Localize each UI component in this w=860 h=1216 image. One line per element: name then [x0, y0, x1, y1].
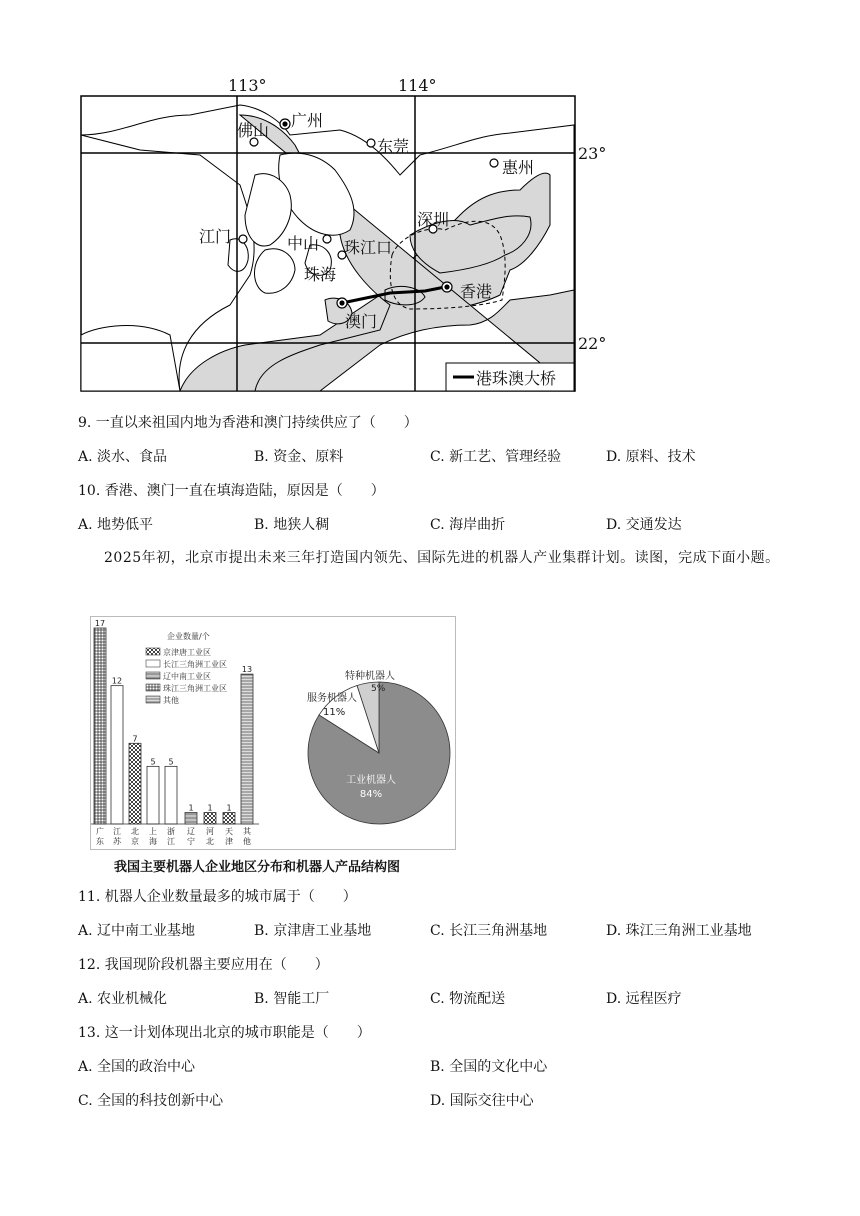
- bar-category-label: 上: [149, 827, 157, 836]
- q11-option-a[interactable]: A. 辽中南工业基地: [78, 923, 196, 939]
- bar-value-label: 12: [111, 676, 123, 686]
- shenzhen-label: 深圳: [417, 210, 450, 229]
- q11-option-c[interactable]: C. 长江三角洲基地: [430, 923, 548, 939]
- q10-option-a[interactable]: A. 地势低平: [78, 517, 154, 533]
- dongguan-marker: [367, 139, 375, 147]
- bar-value-label: 1: [207, 803, 213, 813]
- question-10-stem: 10. 香港、澳门一直在填海造陆，原因是（ ）: [78, 483, 385, 499]
- pie-label-industrial: 工业机器人: [346, 775, 396, 786]
- bar-value-label: 7: [132, 734, 138, 744]
- legend-label: 辽中南工业区: [163, 672, 211, 681]
- zhongshan-label: 中山: [287, 234, 320, 253]
- question-11-stem: 11. 机器人企业数量最多的城市属于（ ）: [78, 889, 357, 905]
- pie-chart: [307, 669, 450, 824]
- q10-option-c[interactable]: C. 海岸曲折: [430, 517, 506, 533]
- q12-option-b[interactable]: B. 智能工厂: [254, 991, 330, 1007]
- zhuhai-label: 珠海: [304, 265, 337, 284]
- bar-value-label: 5: [150, 757, 156, 767]
- bar-value-label: 13: [241, 665, 253, 675]
- bar-category-label: 江: [113, 827, 121, 836]
- lon-114-label: 114°: [398, 76, 437, 95]
- q11-option-b[interactable]: B. 京津唐工业基地: [254, 923, 372, 939]
- pie-pct-service: 11%: [323, 707, 346, 718]
- bar-category-label: 天: [225, 827, 233, 836]
- q12-option-a[interactable]: A. 农业机械化: [78, 991, 168, 1007]
- pearl-river-estuary-label: 珠江口: [344, 238, 393, 257]
- question-12-stem: 12. 我国现阶段机器主要应用在（ ）: [78, 957, 329, 973]
- bar-北京: [129, 743, 141, 824]
- q9-option-c[interactable]: C. 新工艺、管理经验: [430, 449, 562, 465]
- jiangmen-marker: [239, 235, 247, 243]
- q11-option-d[interactable]: D. 珠江三角洲工业基地: [606, 923, 752, 939]
- zhongshan-marker: [323, 235, 331, 243]
- foshan-label: 佛山: [237, 121, 270, 140]
- question-9-stem: 9. 一直以来祖国内地为香港和澳门持续供应了（ ）: [78, 415, 418, 431]
- dongguan-label: 东莞: [377, 137, 410, 156]
- robot-figure: [90, 616, 456, 850]
- pie-label-special: 特种机器人: [345, 671, 395, 682]
- bar-category-label: 京: [131, 837, 139, 846]
- bar-category-label: 浙: [167, 827, 175, 836]
- bar-category-label: 北: [131, 827, 139, 836]
- bar-value-label: 17: [94, 619, 106, 628]
- q13-option-d[interactable]: D. 国际交往中心: [430, 1093, 534, 1109]
- question-13-stem: 13. 这一计划体现出北京的城市职能是（ ）: [78, 1025, 371, 1041]
- lat-23-label: 23°: [578, 144, 607, 163]
- bar-category-label: 江: [167, 837, 175, 846]
- bar-value-label: 1: [226, 803, 232, 813]
- robot-intro-paragraph: 2025年初，北京市提出未来三年打造国内领先、国际先进的机器人产业集群计划。读图，完成下面小题。: [104, 550, 780, 566]
- q9-option-b[interactable]: B. 资金、原料: [254, 449, 344, 465]
- bar-河北: [204, 812, 216, 824]
- bar-category-label: 海: [149, 837, 157, 846]
- pearl-river-delta-map: [80, 95, 576, 392]
- bar-category-label: 宁: [187, 837, 195, 846]
- figure-caption: 我国主要机器人企业地区分布和机器人产品结构图: [114, 860, 401, 875]
- legend-swatch: [146, 672, 160, 679]
- q13-option-c[interactable]: C. 全国的科技创新中心: [78, 1093, 224, 1109]
- robot-charts: [91, 617, 455, 849]
- bar-category-label: 苏: [113, 837, 121, 846]
- bar-value-label: 1: [188, 803, 194, 813]
- bar-category-label: 辽: [187, 827, 195, 836]
- q10-option-d[interactable]: D. 交通发达: [606, 517, 682, 533]
- y-axis-label: 企业数量/个: [167, 632, 210, 641]
- legend-label: 珠江三角洲工业区: [163, 684, 227, 693]
- legend-label: 其他: [163, 696, 179, 705]
- bar-category-label: 河: [206, 827, 214, 836]
- huizhou-marker: [490, 159, 498, 167]
- bar-浙江: [165, 766, 177, 824]
- bar-category-label: 他: [243, 837, 251, 846]
- q9-option-d[interactable]: D. 原料、技术: [606, 449, 696, 465]
- legend-swatch: [146, 660, 160, 667]
- legend-label: 长江三角洲工业区: [163, 660, 227, 669]
- bar-广东: [94, 628, 106, 824]
- lat-22-label: 22°: [578, 334, 607, 353]
- macau-label: 澳门: [345, 312, 378, 331]
- q12-option-c[interactable]: C. 物流配送: [430, 991, 506, 1007]
- bar-天津: [223, 812, 235, 824]
- bar-category-label: 东: [96, 837, 104, 846]
- pie-pct-special: 5%: [371, 684, 386, 694]
- bar-legend: [146, 631, 227, 705]
- q13-option-b[interactable]: B. 全国的文化中心: [430, 1059, 548, 1075]
- bar-category-label: 津: [225, 837, 233, 846]
- hongkong-label: 香港: [460, 282, 493, 301]
- bar-江苏: [111, 686, 123, 824]
- q10-option-b[interactable]: B. 地狭人稠: [254, 517, 330, 533]
- pie-label-service: 服务机器人: [307, 693, 357, 704]
- bar-辽宁: [185, 812, 197, 824]
- bar-上海: [147, 766, 159, 824]
- jiangmen-label: 江门: [199, 227, 232, 246]
- legend-bridge-label: 港珠澳大桥: [476, 369, 557, 388]
- q13-option-a[interactable]: A. 全国的政治中心: [78, 1059, 196, 1075]
- bar-value-label: 5: [168, 757, 174, 767]
- q12-option-d[interactable]: D. 远程医疗: [606, 991, 682, 1007]
- guangzhou-label: 广州: [291, 111, 324, 130]
- lon-113-label: 113°: [228, 76, 267, 95]
- pie-pct-industrial: 84%: [359, 789, 383, 800]
- legend-swatch: [146, 696, 160, 703]
- bar-category-label: 广: [96, 827, 104, 836]
- bar-category-label: 北: [206, 837, 214, 846]
- huizhou-label: 惠州: [502, 158, 535, 177]
- legend-label: 京津唐工业区: [163, 648, 211, 657]
- bar-其他: [241, 674, 253, 824]
- legend-swatch: [146, 648, 160, 655]
- q9-option-a[interactable]: A. 淡水、食品: [78, 449, 168, 465]
- bar-category-label: 其: [243, 827, 251, 836]
- legend-swatch: [146, 684, 160, 691]
